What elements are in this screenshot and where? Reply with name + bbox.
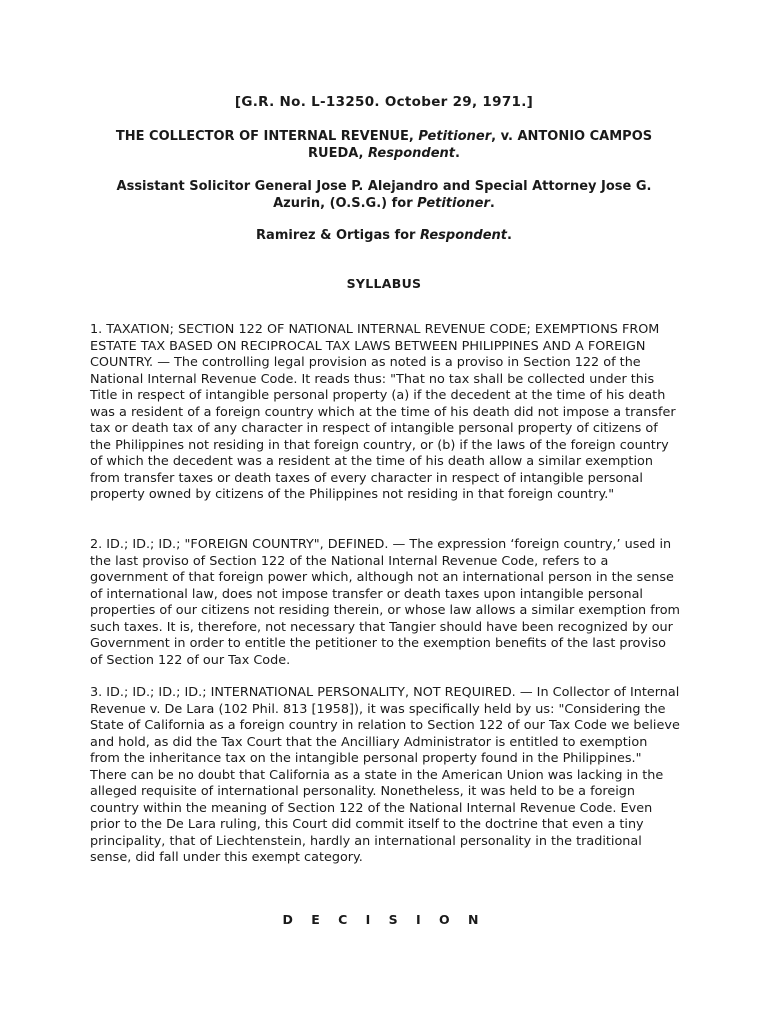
- parties-prefix: THE COLLECTOR OF INTERNAL REVENUE,: [115, 129, 419, 144]
- counsel-petitioner-suffix: .: [489, 196, 495, 211]
- syllabus-paragraph-2: 2. ID.; ID.; ID.; "FOREIGN COUNTRY", DEFINED. — The expression ‘foreign country,’ used in the last proviso of Section 122 of the National Internal Revenue Code, refers to a government of that foreign power which, although not an international person in the sense of international law, does not impose transfer or death taxes upon intangible personal properties of our citizens not residing therein, or whose law allows a similar exemption from such taxes. It is, therefore, not necessary that Tangier should have been recognized by our Government in order to entitle the petitioner to the exemption benefits of the last proviso of Section 122 of our Tax Code.: [90, 537, 680, 668]
- counsel-for-petitioner: [90, 178, 678, 212]
- counsel-respondent-role: Respondent: [420, 228, 508, 243]
- syllabus-heading: SYLLABUS: [346, 276, 422, 291]
- case-citation: [G.R. No. L-13250. October 29, 1971.]: [234, 94, 534, 110]
- respondent-role: Respondent: [368, 146, 456, 161]
- parties-middle: , v. ANTONIO CAMPOS RUEDA,: [308, 129, 653, 161]
- counsel-petitioner-role: Petitioner: [417, 196, 490, 211]
- counsel-for-respondent: [90, 227, 678, 244]
- decision-heading: D E C I S I O N: [282, 912, 486, 927]
- syllabus-paragraph-3: 3. ID.; ID.; ID.; ID.; INTERNATIONAL PERSONALITY, NOT REQUIRED. — In Collector of Internal Revenue v. De Lara (102 Phil. 813 [1958]), it was specifically held by us: "Considering the State of California as a foreign country in relation to Section 122 of our Tax Code we believe and hold, as did the Tax Court that the Ancilliary Administrator is entitled to exemption from the inheritance tax on the intangible personal property found in the Philippines." There can be no doubt that California as a state in the American Union was lacking in the alleged requisite of international personality. Nonetheless, it was held to be a foreign country within the meaning of Section 122 of the National Internal Revenue Code. Even prior to the De Lara ruling, this Court did commit itself to the doctrine that even a tiny principality, that of Liechtenstein, hardly an international personality in the traditional sense, did fall under this exempt category.: [90, 685, 680, 865]
- petitioner-role: Petitioner: [418, 129, 492, 144]
- syllabus-paragraph-1: 1. TAXATION; SECTION 122 OF NATIONAL INTERNAL REVENUE CODE; EXEMPTIONS FROM ESTATE TAX BASED ON RECIPROCAL TAX LAWS BETWEEN PHILIPPINES AND A FOREIGN COUNTRY. — The controlling legal provision as noted is a proviso in Section 122 of the National Internal Revenue Code. It reads thus: "That no tax shall be collected under this Title in respect of intangible personal property (a) if the decedent at the time of his death was a resident of a foreign country which at the time of his death did not impose a transfer tax or death tax of any character in respect of intangible personal property of citizens of the Philippines not residing in that foreign country, or (b) if the laws of the foreign country of which the decedent was a resident at the time of his death allow a similar exemption from transfer taxes or death taxes of every character in respect of intangible personal property owned by citizens of the Philippines not residing in that foreign country.": [90, 322, 676, 502]
- counsel-respondent-text: Ramirez & Ortigas for: [256, 228, 420, 243]
- parties-suffix: .: [455, 146, 460, 161]
- case-parties: [90, 128, 678, 162]
- counsel-petitioner-text: Assistant Solicitor General Jose P. Alejandro and Special Attorney Jose G. Azurin, (O.S.G.) for: [116, 179, 652, 211]
- counsel-respondent-suffix: .: [507, 228, 512, 243]
